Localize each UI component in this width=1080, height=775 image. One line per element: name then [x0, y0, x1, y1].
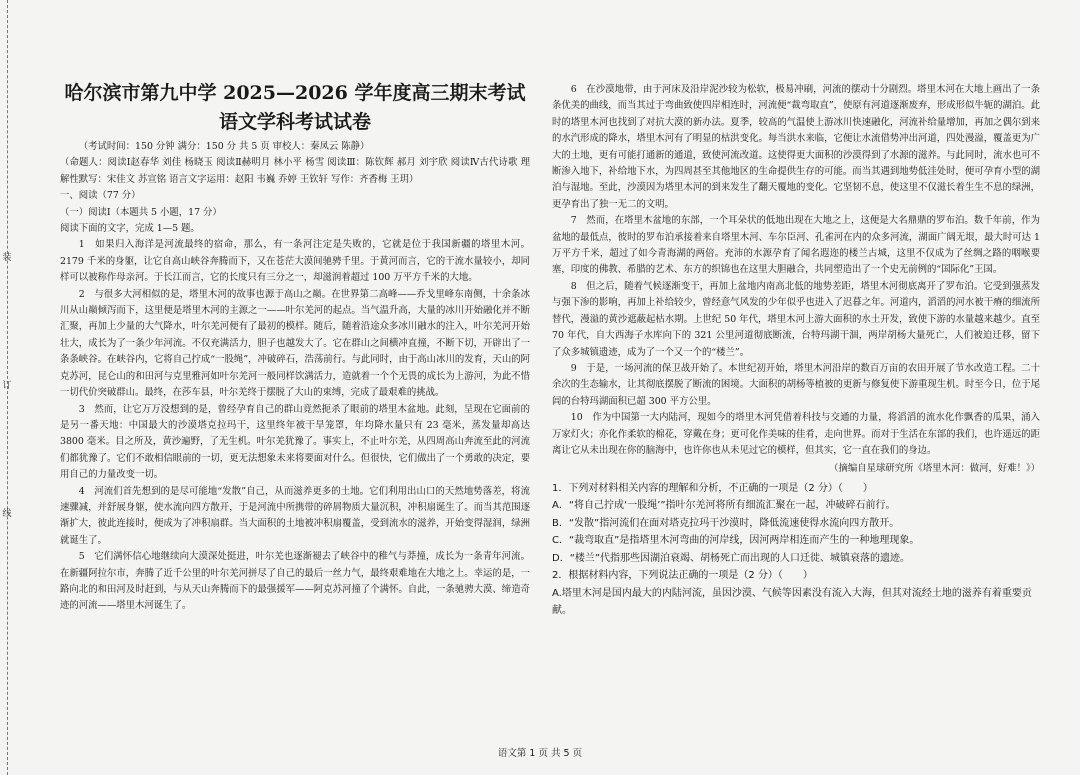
section-heading: 一、阅读（77 分）: [60, 190, 141, 202]
paragraph-10: 10 作为中国第一大内陆河，现如今的塔里木河凭借着科技与交通的力量，将滔滔的流水化作飘香的瓜果，涌入万家灯火；亦化作柔软的棉花，穿戴在身；更可化作美味的佳肴，走向世界。而对于生活在东部的我们，也许遥远的距离让它从未出现在你的脑海中，也许你也从未见过它的模样，但其实，它一直在我们的身边。: [552, 412, 1040, 456]
paragraph-3: 3 然而，让它万万没想到的是，曾经孕育自己的群山竟然扼杀了眼前的塔里木盆地。此刻，呈现在它面前的是另一番天地：中国最大的沙漠塔克拉玛干，这里终年被干旱笼罩，年均降水量只有 23 毫米，蒸发量却高达 3800 毫米。目之所及，黄沙遍野，了无生机。叶尔羌犹豫了。事实上，不止叶尔羌，从四周高山奔流至此的河流们都犹豫了。它们不敢相信眼前的一切，更无法想象未来将要面对什么。但很快，它们做出了一个勇敢的决定，要用自己的力量改变一切。: [60, 403, 530, 481]
paragraph-6: 6 在沙漠地带，由于河床及沿岸泥沙较为松软，极易冲刷，河流的摆动十分剧烈。塔里木河在大地上画出了一条条优美的曲线，而当其过于弯曲致使四岸相连时，河流便“裁弯取直”，使原有河道逐渐废弃，形成形似牛轭的湖泊。此时的塔里木河也找到了对抗大漠的新办法。夏季，较高的气温使上游冰川快速融化，河流补给量增加，再加之偶尔到来的水汽形成的降水，塔里木河有了明显的枯洪变化。每当洪水来临，它便让水流借势冲出河道，四处漫溢，覆盖更为广大的土地，更有可能打通新的通道，致使河流改道。这使得更大面积的沙漠得到了水源的滋养。与此同时，流水也可不断渗入地下，补给地下水，为四周甚至其他地区的生命提供生存的可能。而当其遇到地势低洼处时，便可孕育小型的湖泊与湿地。至此，沙漠因为塔里木河的到来发生了翻天覆地的变化。它坚韧不息，使这里不仅滋长着生生不息的绿洲，更孕育出了独一无二的文明。: [552, 84, 1040, 210]
question-2-stem: 2．根据材料内容，下列说法正确的一项是（2 分）（ ）: [552, 570, 813, 582]
question-1-stem: 1．下列对材料相关内容的理解和分析，不正确的一项是（2 分）（ ）: [552, 482, 873, 494]
binding-mark-zhuang: 装: [2, 253, 12, 263]
question-1-option-c: C．“裁弯取直”是指塔里木河弯曲的河岸线，因河两岸相连而产生的一种地理现象。: [552, 535, 920, 547]
paragraph-4: 4 河流们首先想到的是尽可能地“发散”自己，从而滋养更多的土地。它们利用出山口的天然地势落差，将流速骤减，并舒展身躯，使水流向四方散开，于是河流中所携带的碎屑物质大量沉积，冲积扇诞生了。而当其范围逐渐扩大，彼此连接时，便成为了冲积扇群。当大面积的土地被冲积扇覆盖，受到流水的滋养，开始变得湿润，绿洲就诞生了。: [60, 485, 530, 546]
right-column: [552, 82, 1040, 620]
exam-authors: （命题人：阅读Ⅰ赵春华 刘佳 杨晓玉 阅读Ⅱ赫明月 林小平 杨雪 阅读Ⅲ：陈钦辉 郝月 刘宇欣 阅读Ⅳ古代诗歌 理解性默写：宋佳文 苏宣铭 语言文字运用：赵阳 韦巍 乔婷 王钦轩 写作：齐香梅 王玥）: [60, 157, 530, 185]
question-1-option-b: B．“发散”指河流们在面对塔克拉玛干沙漠时，降低流速使得水流向四方散开。: [552, 517, 900, 529]
question-1-option-d: D．“楼兰”代指那些因湖泊衰竭、胡杨死亡而出现的人口迁徙、城镇衰落的遗迹。: [552, 552, 911, 564]
paragraph-5: 5 它们满怀信心地继续向大漠深处挺进，叶尔羌也逐渐褪去了峡谷中的稚气与莽撞，成长为一条青年河流。在新疆阿拉尔市，奔腾了近千公里的叶尔羌河拼尽了自己的最后一丝力气，最终艰难地在大地之上。幸运的是，一路向北的和田河及时赶到，与从天山奔腾而下的最强援军——阿克苏河撞了个满怀。自此，一条驰骋大漠、缔造奇迹的河流——塔里木河诞生了。: [60, 551, 530, 612]
binding-mark-xian: 线: [2, 509, 12, 519]
section-instruction: 阅读下面的文字，完成 1—5 题。: [60, 223, 200, 235]
paragraph-1: 1 如果归入海洋是河流最终的宿命，那么，有一条河注定是失败的，它就是位于我国新疆的塔里木河。2179 千米的身躯，让它自高山峡谷奔腾而下，又在苍茫大漠间驰骋千里。于黄河而言，它的干流水量较小，却同样可以被称作母亲河。于长江而言，它的长度只有三分之一，却滋润着超过 100 万平方千米的大地。: [60, 239, 530, 284]
paragraph-8: 8 但之后，随着气候逐渐变干，再加上盆地内南高北低的地势差距，塔里木河彻底离开了罗布泊。它受到强蒸发与强下渗的影响，再加上补给较少，曾经意气风发的少年似乎也进入了迟暮之年。河道内，滔滔的河水被干瘠的细流所替代，漫溢的黄沙遮蔽起枯水期。上世纪 50 年代，塔里木河上游大面积的水土开发，致使下游的水量越来越少。直至 70 年代，自大西海子水库向下的 321 公里河道彻底断流，台特玛湖干涸，两岸胡杨大量死亡，人们被迫迁移，留下了众多城镇遗迹，成为了一个又一个的“楼兰”。: [552, 280, 1040, 358]
binding-mark-ding: 订: [2, 381, 12, 391]
exam-meta: （考试时间：150 分钟 满分：150 分 共 5 页 审校人：秦凤云 陈静）: [78, 141, 370, 152]
page-footer: 语文第 1 页 共 5 页: [497, 748, 583, 759]
exam-title: 哈尔滨市第九中学 2025—2026 学年度高三期末考试: [64, 82, 526, 104]
binding-strip: [0, 0, 14, 775]
exam-subtitle: 语文学科考试试卷: [218, 111, 371, 133]
paragraph-7: 7 然而，在塔里木盆地的东部，一个耳朵状的低地出现在大地之上，这便是大名鼎鼎的罗布泊。数千年前，作为盆地的最低点，彼时的罗布泊承接着来自塔里木河、车尔臣河、孔雀河在内的众多河流，湖面广阔无垠，最大时可达 1 万平方千米，超过了如今青海湖的两倍。充沛的水源孕育了闻名遐迩的楼兰古城，这里不仅成为了丝绸之路的咽喉要塞，印度的佛教、希腊的艺术、东方的织锦也在这里大胆融合，共同塑造出了一个史无前例的“国际化”王国。: [552, 215, 1040, 276]
question-1-option-a: A．“将自己拧成‘一股绳’”指叶尔羌河将所有细流汇聚在一起，冲破碎石前行。: [552, 500, 896, 512]
left-column: [60, 80, 530, 615]
paragraph-9: 9 于是，一场河流的保卫战开始了。本世纪初开始，塔里木河沿岸的数百万亩的农田开展了节水改造工程。二十余次的生态输水，让其彻底摆脱了断流的困境。大面积的胡杨等植被的更新与修复使下游重现生机。时至今日，位于尾闾的台特玛湖面积已超 300 平方公里。: [552, 362, 1040, 407]
section-subheading: （一）阅读Ⅰ（本题共 5 小题，17 分）: [60, 206, 222, 218]
paragraph-2: 2 与很多大河相似的是，塔里木河的故事也源于高山之巅。在世界第二高峰——乔戈里峰东南侧，十余条冰川从山巅倾泻而下，这里便是塔里木河的主源之一——叶尔羌河的起点。当气温升高，大量的冰川开始融化并不断汇聚，再加上少量的大气降水，叶尔羌河便有了最初的模样。随后，随着沿途众多冰川融水的注入，叶尔羌河开始壮大，成长为了一条少年河流。不仅充满活力，胆子也越发大了。它在群山之间横冲直撞，不断下切，开辟出了一条条峡谷。在峡谷内，它将自己拧成“一股绳”，冲破碎石，浩荡前行。与此同时，由于高山冰川的发育，天山的阿克苏河，昆仑山的和田河与克里雅河如叶尔羌河一般同样饮满活力，造就着一个个无畏的成长为上游河，为此不惜一切代价突破群山。最终，在莎车县，叶尔羌终于摆脱了大山的束缚，完成了最艰难的挑战。: [60, 288, 530, 399]
article-source: （摘编自星球研究所《塔里木河：做河，好难！》）: [829, 463, 1040, 475]
question-2-option-a: A.塔里木河是国内最大的内陆河流，虽因沙漠、气候等因素没有流入大海，但其对流经土地的滋养有着重要贡献。: [552, 587, 1032, 617]
